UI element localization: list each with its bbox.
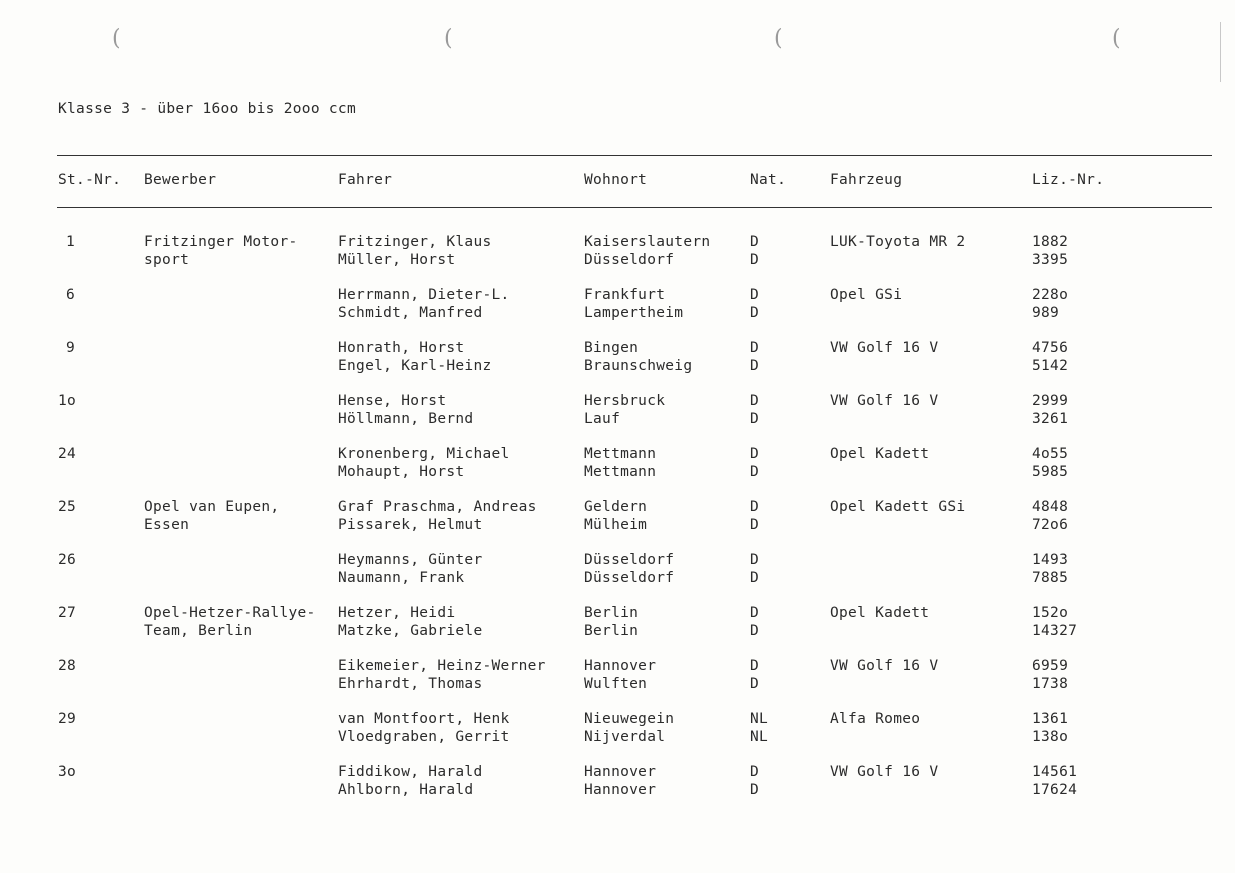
nationality-cell-line: D [750,605,760,621]
wohnort-cell-line: Hersbruck [584,393,666,409]
table-row [0,339,1235,379]
lizenz-cell-line: 3261 [1032,411,1069,427]
wohnort-cell-line: Nieuwegein [584,711,675,727]
lizenz-cell-line: 989 [1032,305,1060,321]
fahrzeug-cell-line: Opel Kadett [830,446,930,462]
header-wohnort: Wohnort [584,172,648,188]
nationality-cell-line: D [750,340,760,356]
punch-hole-mark: ( [112,26,121,51]
wohnort-cell-line: Hannover [584,764,657,780]
start-number-line: 28 [58,658,77,674]
start-number-line: 27 [58,605,77,621]
nationality-cell [750,233,759,269]
wohnort-cell-line: Wulften [584,676,648,692]
lizenz-cell [1032,551,1068,587]
nationality-cell [750,445,759,481]
wohnort-cell-line: Hannover [584,782,657,798]
fahrzeug-cell [830,498,965,516]
nationality-cell-line: D [750,570,760,586]
wohnort-cell-line: Mülheim [584,517,648,533]
wohnort-cell-line: Düsseldorf [584,552,675,568]
lizenz-cell [1032,763,1077,799]
wohnort-cell-line: Lampertheim [584,305,684,321]
start-number-line: 9 [66,340,76,356]
table-row [0,445,1235,485]
nationality-cell-line: D [750,676,760,692]
punch-hole-mark: ( [1112,26,1121,51]
fahrzeug-cell [830,233,965,251]
fahrer-cell [338,657,546,693]
fahrer-cell-line: Graf Praschma, Andreas [338,499,537,515]
fahrzeug-cell [830,445,929,463]
fahrer-cell-line: Fiddikow, Harald [338,764,483,780]
fahrer-cell [338,551,482,587]
header-nat: Nat. [750,172,787,188]
bewerber-cell-line: Opel van Eupen, [144,499,280,515]
lizenz-cell [1032,657,1068,693]
lizenz-cell-line: 5985 [1032,464,1069,480]
lizenz-cell-line: 72o6 [1032,517,1069,533]
header-fahrzeug: Fahrzeug [830,172,903,188]
fahrzeug-cell-line: VW Golf 16 V [830,658,939,674]
bewerber-cell-line: Opel-Hetzer-Rallye- [144,605,316,621]
nationality-cell-line: D [750,287,760,303]
wohnort-cell [584,551,674,587]
fahrer-cell-line: Fritzinger, Klaus [338,234,492,250]
fahrzeug-cell-line: VW Golf 16 V [830,764,939,780]
wohnort-cell [584,710,674,746]
fahrzeug-cell-line: Opel Kadett GSi [830,499,966,515]
nationality-cell-line: D [750,658,760,674]
fahrer-cell-line: Mohaupt, Horst [338,464,465,480]
lizenz-cell-line: 3395 [1032,252,1069,268]
wohnort-cell-line: Bingen [584,340,639,356]
wohnort-cell [584,233,710,269]
bewerber-cell-line: Fritzinger Motor- [144,234,298,250]
start-number [58,551,76,569]
nationality-cell-line: D [750,552,760,568]
fahrer-cell-line: Höllmann, Bernd [338,411,474,427]
wohnort-cell-line: Hannover [584,658,657,674]
nationality-cell [750,551,759,587]
nationality-cell-line: D [750,464,760,480]
header-st-nr: St.-Nr. [58,172,122,188]
header-fahrer: Fahrer [338,172,393,188]
start-number-line: 26 [58,552,77,568]
lizenz-cell-line: 228o [1032,287,1069,303]
lizenz-cell-line: 5142 [1032,358,1069,374]
nationality-cell [750,657,759,693]
wohnort-cell-line: Geldern [584,499,648,515]
lizenz-cell-line: 2999 [1032,393,1069,409]
bewerber-cell-line: Team, Berlin [144,623,253,639]
wohnort-cell-line: Nijverdal [584,729,666,745]
wohnort-cell-line: Mettmann [584,464,657,480]
wohnort-cell-line: Berlin [584,623,639,639]
fahrzeug-cell [830,339,938,357]
wohnort-cell [584,286,683,322]
lizenz-cell-line: 4756 [1032,340,1069,356]
fahrer-cell-line: Engel, Karl-Heinz [338,358,492,374]
lizenz-cell [1032,286,1068,322]
fahrer-cell-line: Hetzer, Heidi [338,605,456,621]
nationality-cell-line: D [750,393,760,409]
lizenz-cell-line: 14561 [1032,764,1078,780]
fahrer-cell-line: Hense, Horst [338,393,447,409]
start-number-line: 3o [58,764,77,780]
lizenz-cell [1032,445,1068,481]
punch-hole-mark: ( [444,26,453,51]
wohnort-cell [584,445,656,481]
nationality-cell-line: D [750,446,760,462]
wohnort-cell [584,604,638,640]
fahrzeug-cell [830,604,929,622]
fahrzeug-cell [830,657,938,675]
fahrzeug-cell [830,763,938,781]
wohnort-cell [584,392,665,428]
header-rule-top [57,155,1212,156]
nationality-cell-line: D [750,782,760,798]
bewerber-cell-line: Essen [144,517,190,533]
nationality-cell [750,286,759,322]
start-number [58,604,76,622]
fahrer-cell-line: Müller, Horst [338,252,456,268]
lizenz-cell-line: 4o55 [1032,446,1069,462]
fahrer-cell-line: Herrmann, Dieter-L. [338,287,510,303]
lizenz-cell [1032,233,1068,269]
fahrer-cell [338,604,482,640]
lizenz-cell-line: 1493 [1032,552,1069,568]
punch-hole-mark: ( [774,26,783,51]
lizenz-cell [1032,498,1068,534]
lizenz-cell-line: 1882 [1032,234,1069,250]
nationality-cell-line: NL [750,729,769,745]
fahrzeug-cell-line: Alfa Romeo [830,711,921,727]
start-number-line: 24 [58,446,77,462]
fahrzeug-cell-line: Opel GSi [830,287,903,303]
fahrer-cell-line: Ehrhardt, Thomas [338,676,483,692]
fahrer-cell-line: van Montfoort, Henk [338,711,510,727]
nationality-cell [750,604,759,640]
start-number-line: 1 [66,234,76,250]
start-number [58,498,76,516]
start-number-line: 25 [58,499,77,515]
fahrer-cell-line: Schmidt, Manfred [338,305,483,321]
fahrzeug-cell-line: VW Golf 16 V [830,393,939,409]
wohnort-cell [584,498,647,534]
bewerber-cell-line: sport [144,252,190,268]
fahrer-cell-line: Pissarek, Helmut [338,517,483,533]
nationality-cell-line: D [750,623,760,639]
fahrzeug-cell [830,392,938,410]
lizenz-cell-line: 1738 [1032,676,1069,692]
wohnort-cell-line: Düsseldorf [584,252,675,268]
lizenz-cell-line: 6959 [1032,658,1069,674]
fahrzeug-cell [830,286,902,304]
table-row [0,710,1235,750]
wohnort-cell-line: Frankfurt [584,287,666,303]
lizenz-cell [1032,710,1068,746]
fahrzeug-cell [830,710,920,728]
wohnort-cell-line: Düsseldorf [584,570,675,586]
nationality-cell [750,498,759,534]
fahrer-cell-line: Ahlborn, Harald [338,782,474,798]
nationality-cell-line: D [750,305,760,321]
fahrer-cell [338,392,473,428]
fahrer-cell [338,710,510,746]
nationality-cell-line: D [750,517,760,533]
start-number [58,339,75,357]
start-number [58,445,76,463]
lizenz-cell-line: 17624 [1032,782,1078,798]
table-row [0,233,1235,273]
wohnort-cell [584,339,692,375]
nationality-cell [750,392,759,428]
fahrer-cell [338,763,482,799]
nationality-cell [750,339,759,375]
lizenz-cell [1032,604,1077,640]
start-number-line: 29 [58,711,77,727]
header-rule-bottom [57,207,1212,208]
wohnort-cell-line: Berlin [584,605,639,621]
start-number [58,286,75,304]
start-number [58,392,76,410]
table-row [0,551,1235,591]
fahrer-cell-line: Matzke, Gabriele [338,623,483,639]
table-row [0,498,1235,538]
lizenz-cell-line: 14327 [1032,623,1078,639]
start-number [58,763,76,781]
wohnort-cell-line: Braunschweig [584,358,693,374]
page-edge-mark [1220,22,1221,82]
nationality-cell [750,763,759,799]
start-number [58,710,76,728]
bewerber-cell [144,498,279,534]
bewerber-cell [144,233,298,269]
fahrer-cell-line: Kronenberg, Michael [338,446,510,462]
nationality-cell-line: D [750,252,760,268]
fahrer-cell [338,445,510,481]
fahrer-cell [338,286,510,322]
wohnort-cell [584,657,656,693]
lizenz-cell-line: 138o [1032,729,1069,745]
lizenz-cell-line: 7885 [1032,570,1069,586]
fahrer-cell-line: Heymanns, Günter [338,552,483,568]
table-row [0,286,1235,326]
fahrer-cell [338,498,537,534]
lizenz-cell [1032,339,1068,375]
fahrzeug-cell-line: VW Golf 16 V [830,340,939,356]
wohnort-cell [584,763,656,799]
wohnort-cell-line: Kaiserslautern [584,234,711,250]
lizenz-cell-line: 1361 [1032,711,1069,727]
class-title: Klasse 3 - über 16oo bis 2ooo ccm [58,101,356,117]
nationality-cell-line: D [750,234,760,250]
table-row [0,604,1235,644]
table-row [0,657,1235,697]
fahrer-cell-line: Vloedgraben, Gerrit [338,729,510,745]
nationality-cell-line: D [750,411,760,427]
start-number-line: 6 [66,287,76,303]
nationality-cell-line: D [750,358,760,374]
start-number-line: 1o [58,393,77,409]
nationality-cell-line: NL [750,711,769,727]
start-number [58,657,76,675]
bewerber-cell [144,604,316,640]
wohnort-cell-line: Mettmann [584,446,657,462]
wohnort-cell-line: Lauf [584,411,621,427]
nationality-cell-line: D [750,764,760,780]
table-row [0,392,1235,432]
fahrer-cell-line: Naumann, Frank [338,570,465,586]
fahrer-cell [338,339,492,375]
fahrer-cell-line: Eikemeier, Heinz-Werner [338,658,546,674]
fahrzeug-cell-line: Opel Kadett [830,605,930,621]
header-liz-nr: Liz.-Nr. [1032,172,1105,188]
lizenz-cell [1032,392,1068,428]
header-bewerber: Bewerber [144,172,217,188]
fahrzeug-cell-line: LUK-Toyota MR 2 [830,234,966,250]
nationality-cell-line: D [750,499,760,515]
start-number [58,233,75,251]
nationality-cell [750,710,768,746]
fahrer-cell [338,233,492,269]
table-row [0,763,1235,803]
lizenz-cell-line: 4848 [1032,499,1069,515]
lizenz-cell-line: 152o [1032,605,1069,621]
fahrer-cell-line: Honrath, Horst [338,340,465,356]
